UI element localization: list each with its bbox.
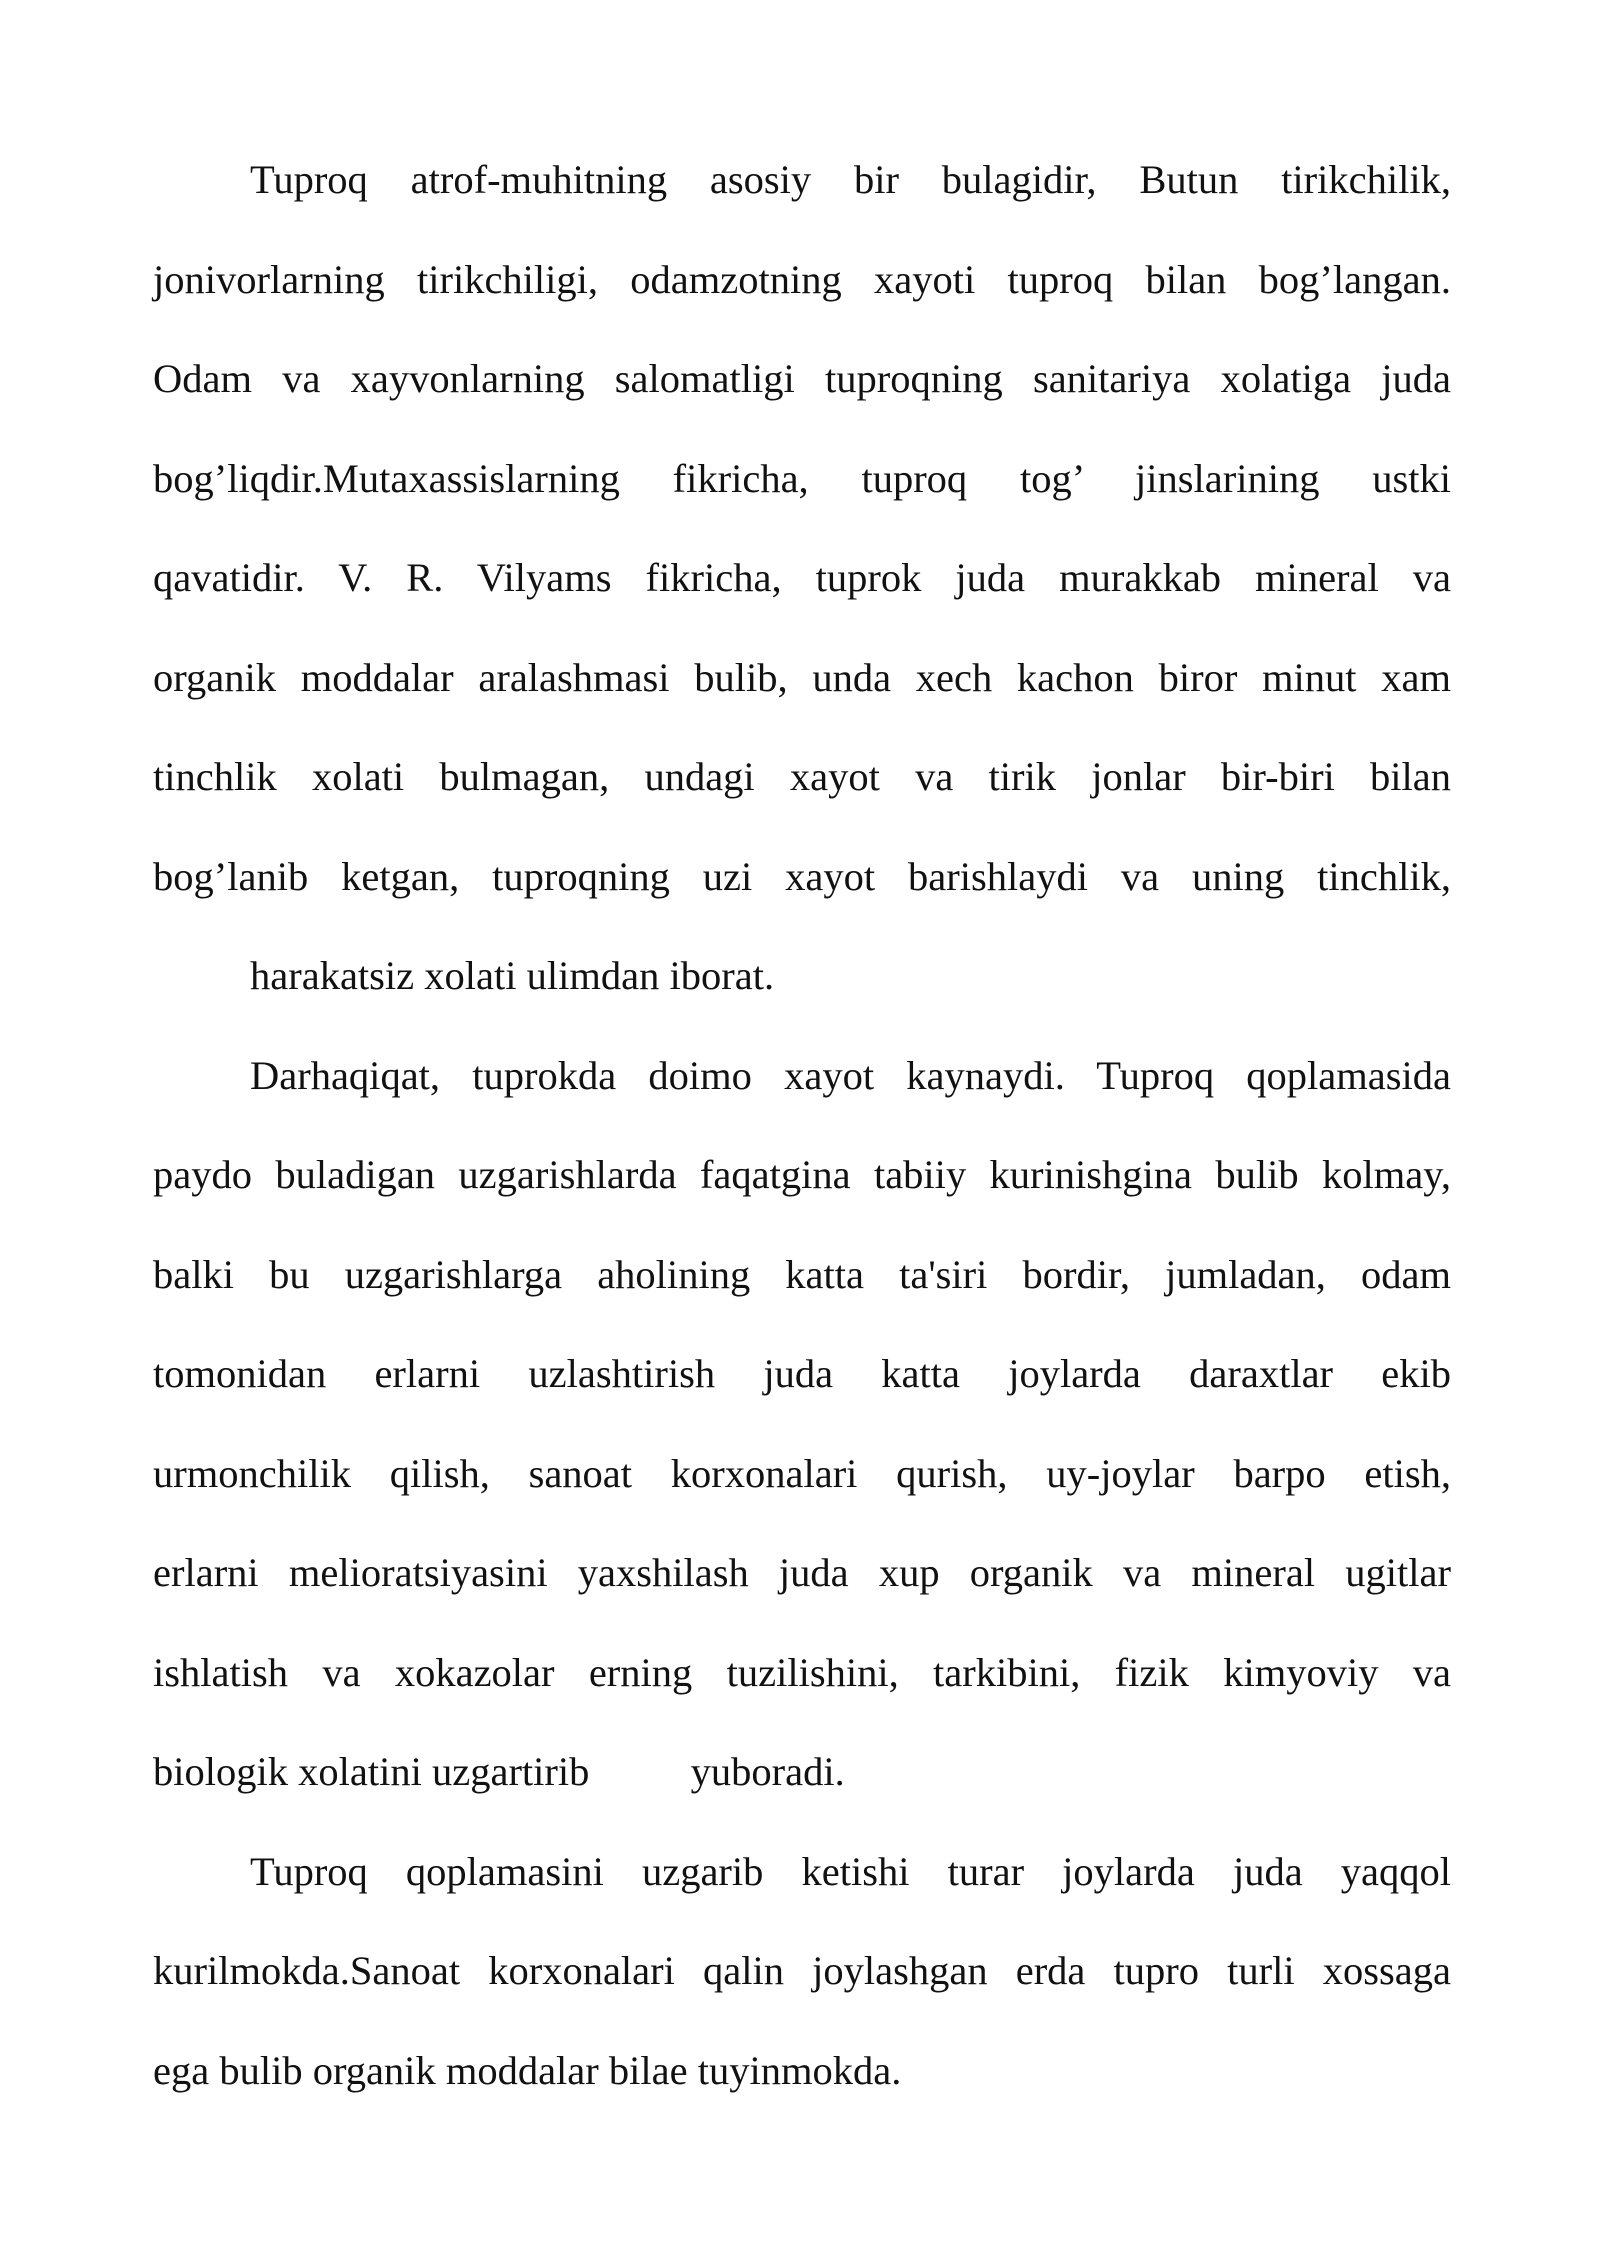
paragraph-3-line-1: Tuproq qoplamasini uzgarib ketishi turar joylarda juda yaqqol [250,1849,1451,1894]
paragraph-2-line-6: erlarni melioratsiyasini yaxshilash juda xup organik va mineral ugitlar [153,1550,1451,1595]
paragraph-1-line-7: tinchlik xolati bulmagan, undagi xayot va tirik jonlar bir-biri bilan [153,754,1451,799]
paragraph-1-line-5: qavatidir. V. R. Vilyams fikricha, tuprok juda murakkab mineral va [153,555,1451,600]
paragraph-2-line-4: tomonidan erlarni uzlashtirish juda katta joylarda daraxtlar ekib [153,1351,1451,1396]
paragraph-1-line-1: Tuproq atrof-muhitning asosiy bir bulagidir, Butun tirikchilik, [250,157,1451,202]
paragraph-1-line-9: harakatsiz xolati ulimdan iborat. [250,953,775,998]
paragraph-2-line-1: Darhaqiqat, tuprokda doimo xayot kaynaydi. Tuproq qoplamasida [250,1053,1451,1098]
paragraph-1-line-6: organik moddalar aralashmasi bulib, unda xech kachon biror minut xam [153,655,1451,700]
paragraph-2-line-8: biologik xolatini uzgartirib yuboradi. [153,1749,845,1794]
paragraph-2-line-2: paydo buladigan uzgarishlarda faqatgina tabiiy kurinishgina bulib kolmay, [153,1152,1451,1197]
paragraph-2-line-5: urmonchilik qilish, sanoat korxonalari qurish, uy-joylar barpo etish, [153,1451,1451,1496]
paragraph-1-line-4: bog’liqdir.Mutaxassislarning fikricha, tuproq tog’ jinslarining ustki [153,456,1451,501]
paragraph-2-line-3: balki bu uzgarishlarga aholining katta ta'siri bordir, jumladan, odam [153,1252,1451,1297]
paragraph-1-line-2: jonivorlarning tirikchiligi, odamzotning xayoti tuproq bilan bog’langan. [153,257,1451,302]
paragraph-2-line-7: ishlatish va xokazolar erning tuzilishini, tarkibini, fizik kimyoviy va [153,1650,1451,1695]
paragraph-3-line-3: ega bulib organik moddalar bilae tuyinmokda. [153,2048,902,2093]
paragraph-1-line-8: bog’lanib ketgan, tuproqning uzi xayot barishlaydi va uning tinchlik, [153,854,1451,899]
paragraph-1-line-3: Odam va xayvonlarning salomatligi tuproqning sanitariya xolatiga juda [153,356,1451,401]
paragraph-3-line-2: kurilmokda.Sanoat korxonalari qalin joylashgan erda tupro turli xossaga [153,1948,1451,1993]
